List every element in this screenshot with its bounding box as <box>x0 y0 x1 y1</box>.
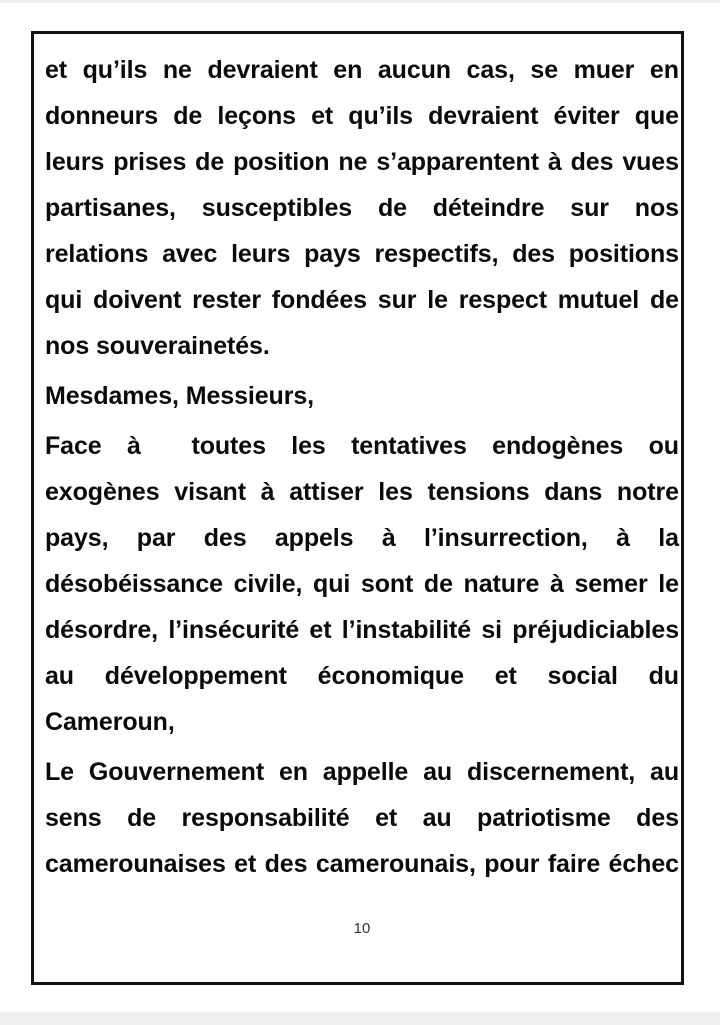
word: les <box>291 432 326 460</box>
word: mutuel <box>557 286 640 314</box>
word: éviter <box>553 102 620 130</box>
word: tentatives <box>351 432 467 460</box>
word: le <box>658 570 679 598</box>
word: et <box>45 56 68 84</box>
text-line <box>45 185 679 231</box>
word: leurs <box>231 240 291 268</box>
word: de <box>423 570 453 598</box>
word: et <box>375 804 398 832</box>
word: au <box>45 662 74 690</box>
word: s’apparentent <box>376 148 539 176</box>
word: nature <box>463 570 540 598</box>
word: se <box>530 56 558 84</box>
word: Face <box>45 432 102 460</box>
word: le <box>427 286 448 314</box>
word: avec <box>162 240 218 268</box>
word: exogènes <box>45 478 160 506</box>
word: discernement, <box>466 758 636 786</box>
word: prises <box>113 148 187 176</box>
word: tensions <box>427 478 530 506</box>
page-number: 10 <box>353 920 371 937</box>
word: de <box>377 194 407 222</box>
word: des <box>264 850 308 878</box>
word: de <box>649 286 679 314</box>
word: devraient <box>428 102 539 130</box>
word: doivent <box>93 286 182 314</box>
word: économique <box>317 662 464 690</box>
word: du <box>648 662 679 690</box>
word: en <box>649 56 679 84</box>
word: ou <box>648 432 679 460</box>
text-line <box>45 841 679 887</box>
word: social <box>547 662 618 690</box>
word: position <box>233 148 330 176</box>
word: sens <box>45 804 102 832</box>
text-line <box>45 231 679 277</box>
word: partisanes, <box>45 194 176 222</box>
word: appelle <box>322 758 409 786</box>
word: camerounaises <box>45 850 226 878</box>
word: ne <box>338 148 368 176</box>
word: attiser <box>289 478 364 506</box>
text-line <box>45 515 679 561</box>
word: de <box>173 102 203 130</box>
viewer-top-strip <box>0 0 720 3</box>
word: à <box>616 524 630 552</box>
word: donneurs <box>45 102 159 130</box>
word: et <box>494 662 517 690</box>
text-line <box>45 607 679 653</box>
word: à <box>381 524 396 552</box>
word: à <box>549 570 564 598</box>
word: l’insurrection, <box>423 524 588 552</box>
word: au <box>423 758 453 786</box>
word: nos <box>634 194 679 222</box>
word: responsabilité <box>181 804 350 832</box>
text-line <box>45 653 679 699</box>
word: susceptibles <box>201 194 353 222</box>
word: qu’ils <box>82 56 148 84</box>
word: à <box>126 432 141 460</box>
paragraph <box>45 47 679 369</box>
word: muer <box>573 56 635 84</box>
word: semer <box>574 570 648 598</box>
word: leurs <box>45 148 105 176</box>
text-line: Mesdames, Messieurs, <box>45 382 314 410</box>
word: pays, <box>45 524 109 552</box>
paragraph <box>45 373 679 419</box>
paragraph-list <box>45 47 679 887</box>
word: et <box>234 850 257 878</box>
word: sont <box>360 570 414 598</box>
word: au <box>650 758 679 786</box>
word: dans <box>544 478 603 506</box>
word: et <box>309 616 332 644</box>
text-line <box>45 47 679 93</box>
word: si <box>481 616 502 644</box>
word: en <box>333 56 363 84</box>
word: l’instabilité <box>341 616 472 644</box>
text-line <box>45 561 679 607</box>
word: rester <box>192 286 261 314</box>
word: fondées <box>271 286 367 314</box>
viewer-bottom-strip <box>0 1012 720 1025</box>
word: respect <box>458 286 547 314</box>
word: à <box>260 478 275 506</box>
word: notre <box>616 478 679 506</box>
word: leçons <box>217 102 296 130</box>
text-line <box>45 277 679 323</box>
word: qui <box>313 570 351 598</box>
word: cas, <box>466 56 515 84</box>
text-line <box>45 749 679 795</box>
paragraph <box>45 749 679 887</box>
word: la <box>658 524 679 552</box>
word: et <box>311 102 334 130</box>
word: faire <box>547 850 601 878</box>
word: l’insécurité <box>168 616 300 644</box>
word: appels <box>274 524 354 552</box>
word: Gouvernement <box>88 758 265 786</box>
text-line <box>45 93 679 139</box>
text-line: nos souverainetés. <box>45 332 270 360</box>
word: désordre, <box>45 616 159 644</box>
word: qui <box>45 286 83 314</box>
word: camerounais, <box>315 850 476 878</box>
word: développement <box>104 662 287 690</box>
word: visant <box>174 478 246 506</box>
word: toutes <box>191 432 266 460</box>
word: civile, <box>233 570 303 598</box>
document-page <box>31 31 684 985</box>
word: aucun <box>377 56 451 84</box>
word: qu’ils <box>348 102 413 130</box>
word: déteindre <box>432 194 545 222</box>
word: Le <box>45 758 74 786</box>
word: des <box>203 524 247 552</box>
paragraph <box>45 423 679 745</box>
word: vues <box>622 148 679 176</box>
word: des <box>636 804 679 832</box>
word: devraient <box>207 56 318 84</box>
word: que <box>634 102 679 130</box>
text-line <box>45 469 679 515</box>
word: respectifs, <box>374 240 499 268</box>
word: désobéissance <box>45 570 223 598</box>
word: à <box>547 148 562 176</box>
word: les <box>378 478 413 506</box>
word: ne <box>162 56 192 84</box>
word: endogènes <box>492 432 624 460</box>
word: positions <box>568 240 679 268</box>
text-line: Cameroun, <box>45 708 175 736</box>
word: des <box>512 240 555 268</box>
word: pour <box>484 850 540 878</box>
word: pays <box>304 240 361 268</box>
word: préjudiciables <box>512 616 679 644</box>
document-text-body <box>45 47 679 937</box>
word: au <box>422 804 452 832</box>
word: des <box>570 148 614 176</box>
word: relations <box>45 240 149 268</box>
word: de <box>127 804 157 832</box>
word: en <box>278 758 308 786</box>
word: échec <box>608 850 679 878</box>
text-line <box>45 795 679 841</box>
word: patriotisme <box>477 804 611 832</box>
word: de <box>195 148 225 176</box>
text-line <box>45 423 679 469</box>
text-line <box>45 139 679 185</box>
word: sur <box>570 194 609 222</box>
word: par <box>136 524 176 552</box>
word: sur <box>377 286 417 314</box>
